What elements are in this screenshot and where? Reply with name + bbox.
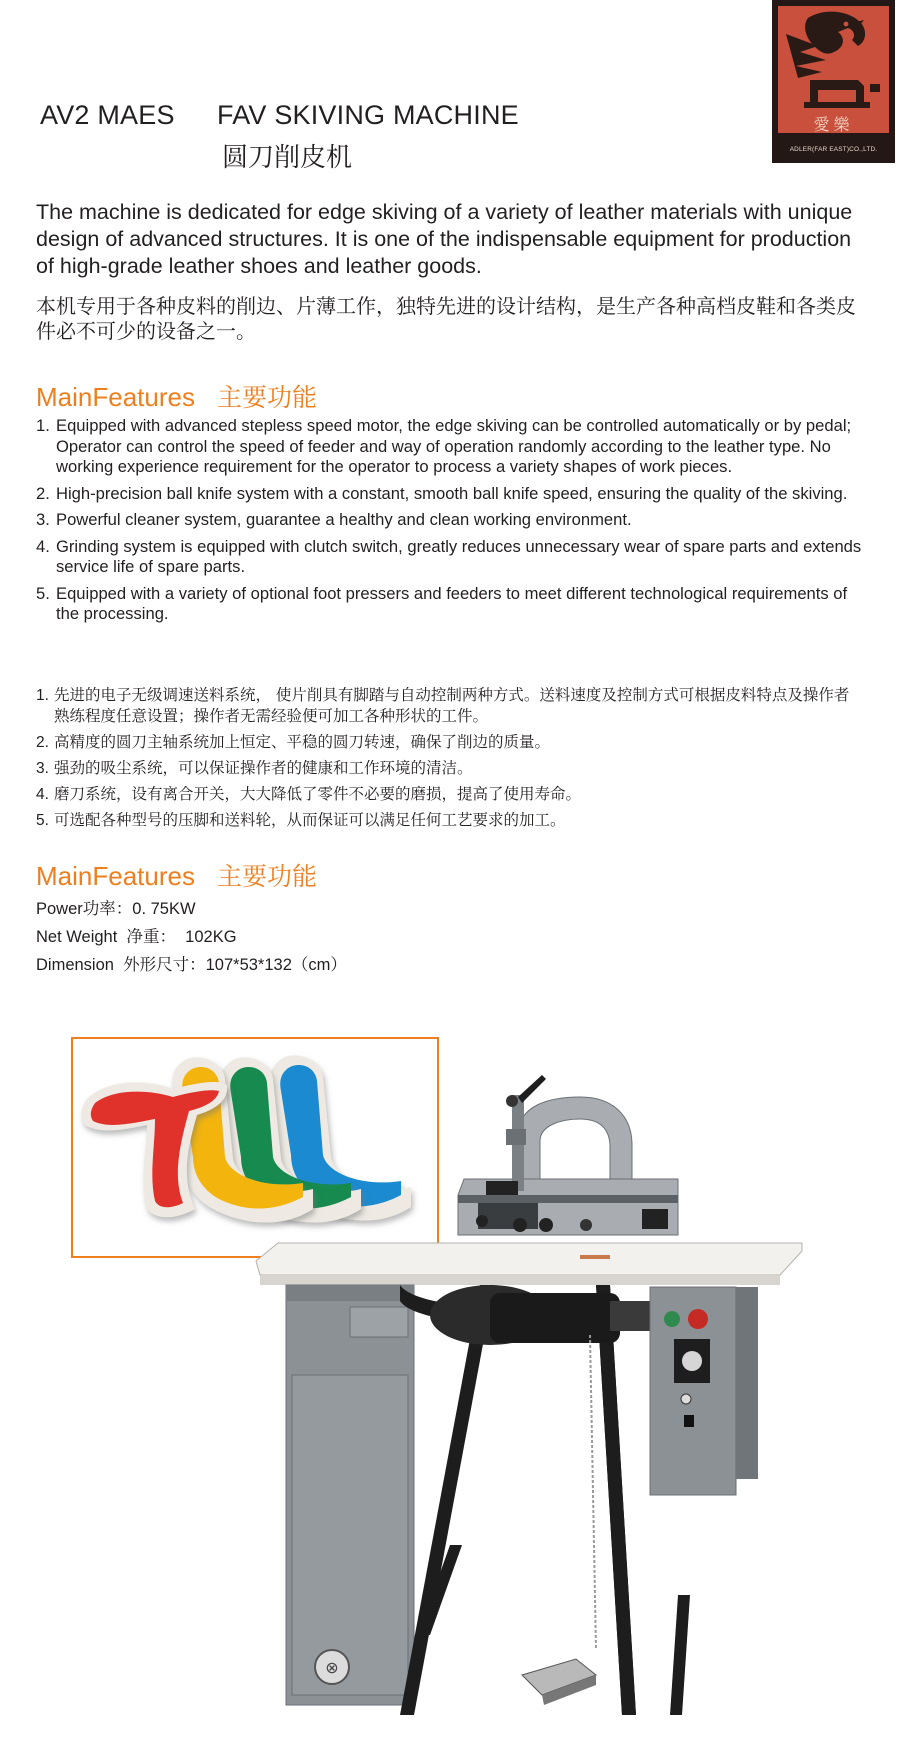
knob-icon[interactable]: [681, 1394, 691, 1404]
feature-text: 强劲的吸尘系统，可以保证操作者的健康和工作环境的清洁。: [54, 759, 473, 777]
feature-number: 3.: [36, 510, 50, 529]
spec-label-cn: 净重：: [126, 927, 176, 946]
logo-chinese-text: 愛樂: [813, 115, 854, 134]
intro-chinese: 本机专用于各种皮料的削边、片薄工作，独特先进的设计结构，是生产各种高档皮鞋和各类皮件必不可少的设备之一。: [36, 294, 856, 343]
feature-number: 1.: [36, 416, 50, 435]
feature-item: [36, 484, 862, 505]
feature-number: 1.: [36, 687, 49, 704]
spec-power: [36, 895, 347, 923]
pedal-chain: [590, 1335, 596, 1649]
feature-text: 可选配各种型号的压脚和送料轮，从而保证可以满足任何工艺要求的加工。: [54, 811, 566, 829]
feature-item-cn: [36, 732, 862, 753]
section-heading-english: MainFeatures: [36, 382, 195, 412]
machine-title-chinese: 圆刀削皮机: [222, 143, 353, 173]
start-button[interactable]: [664, 1311, 680, 1327]
feature-item-cn: [36, 810, 862, 831]
feature-item: [36, 416, 862, 478]
feature-item: [36, 510, 862, 531]
intro-english: The machine is dedicated for edge skiving of a variety of leather materials with unique design of advanced structures. It is one of the indispensable equipment for production of high-grade leather shoes and leather goods.: [36, 200, 853, 278]
logo-english-text: ADLER(FAR EAST)CO.,LTD.: [789, 146, 878, 153]
spec-value: 107*53*132（cm）: [205, 956, 347, 974]
section-heading-english: MainFeatures: [36, 861, 195, 891]
feature-text: 高精度的圆刀主轴系统加上恒定、平稳的圆刀转速，确保了削边的质量。: [54, 733, 551, 751]
feature-number: 4.: [36, 786, 49, 803]
spec-value: 0. 75KW: [132, 900, 196, 918]
spec-value: 102KG: [185, 928, 237, 946]
spec-label: Net Weight: [36, 928, 118, 946]
feature-number: 5.: [36, 583, 50, 603]
feature-item-cn: [36, 784, 862, 805]
lift-lever[interactable]: [518, 1075, 546, 1103]
spec-weight: [36, 923, 347, 951]
cabinet-door: [292, 1375, 408, 1695]
table-edge: [260, 1275, 780, 1285]
machine-arm: [518, 1097, 632, 1179]
feature-number: 5.: [36, 812, 49, 829]
feature-number: 2.: [36, 483, 50, 503]
model-number: AV2 MAES: [40, 100, 175, 130]
table-top: [256, 1243, 802, 1275]
machine-title: FAV SKIVING MACHINE: [217, 100, 519, 130]
feature-number: 4.: [36, 536, 50, 556]
feature-text: Grinding system is equipped with clutch switch, greatly reduces unnecessary wear of spare parts and extends service life of spare parts.: [56, 536, 862, 576]
feature-item: [36, 537, 862, 578]
spec-dimension: [36, 951, 347, 979]
feature-number: 2.: [36, 734, 49, 751]
feature-text: High-precision ball knife system with a constant, smooth ball knife speed, ensuring the quality of the skiving.: [56, 483, 848, 503]
svg-text:⊗: ⊗: [325, 1658, 339, 1677]
feature-item: [36, 584, 862, 625]
feature-text: Powerful cleaner system, guarantee a healthy and clean working environment.: [56, 510, 632, 529]
feature-item-cn: [36, 685, 862, 727]
skiving-machine-photo: [250, 1075, 810, 1725]
section-heading-chinese: 主要功能: [216, 862, 317, 891]
company-logo: [772, 0, 895, 163]
feature-list-english: [36, 416, 862, 631]
stop-button[interactable]: [688, 1309, 708, 1329]
feature-number: 3.: [36, 760, 49, 777]
spec-label-cn: 外形尺寸：: [123, 955, 206, 974]
section-heading-specs: [36, 857, 317, 893]
feature-text: 磨刀系统，设有离合开关，大大降低了零件不必要的磨损，提高了使用寿命。: [54, 785, 582, 803]
feature-list-chinese: [36, 685, 862, 836]
spec-label-cn: 功率：: [82, 899, 133, 918]
section-heading-chinese: 主要功能: [216, 383, 317, 412]
feature-item-cn: [36, 758, 862, 779]
spec-label: Power: [36, 900, 83, 918]
adjust-knob-icon[interactable]: [513, 1218, 527, 1232]
spec-list: [36, 895, 347, 979]
adjust-knob-icon[interactable]: [539, 1218, 553, 1232]
feature-text: 先进的电子无级调速送料系统， 使片削具有脚踏与自动控制两种方式。送料速度及控制方式可根据皮料特点及操作者熟练程度任意设置；操作者无需经验便可加工各种形状的工件。: [54, 686, 850, 725]
feature-text: Equipped with a variety of optional foot pressers and feeders to meet different technological requirements of the processing.: [56, 583, 848, 623]
adjust-knob-icon[interactable]: [580, 1219, 592, 1231]
feature-text: Equipped with advanced stepless speed motor, the edge skiving can be controlled automatically or by pedal; Operator can control the speed of feeder and way of operation randomly according to the leather type. No working experience requirement for the operator to process a variety shapes of work pieces.: [56, 416, 852, 476]
section-heading-features: [36, 378, 317, 414]
spec-label: Dimension: [36, 956, 114, 974]
